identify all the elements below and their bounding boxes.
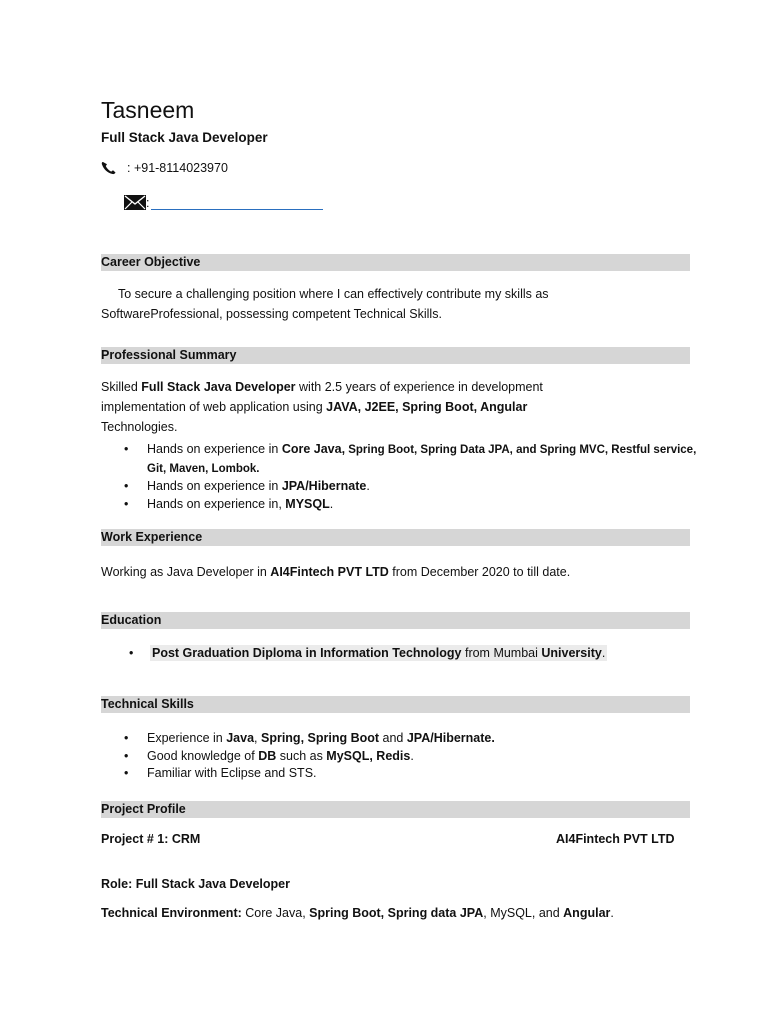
list-item: • Post Graduation Diploma in Information Technology from Mumbai University. — [106, 645, 607, 663]
education-list — [106, 645, 607, 663]
skills-list — [101, 730, 495, 783]
section-project-profile: Project Profile — [101, 801, 690, 818]
list-item: • Hands on experience in JPA/Hibernate. — [101, 478, 696, 496]
career-line-2: SoftwareProfessional, possessing competent Technical Skills. — [101, 307, 442, 321]
list-item: • Good knowledge of DB such as MySQL, Redis. — [101, 748, 495, 766]
list-item: • Familiar with Eclipse and STS. — [101, 765, 495, 783]
phone-icon — [101, 161, 117, 175]
work-text: Working as Java Developer in AI4Fintech PVT LTD from December 2020 to till date. — [101, 565, 571, 579]
project-title: Project # 1: CRM — [101, 832, 201, 846]
email-colon: : — [146, 196, 150, 210]
phone-number: : +91-8114023970 — [127, 161, 228, 175]
section-education: Education — [101, 612, 690, 629]
candidate-role: Full Stack Java Developer — [101, 130, 268, 145]
list-item: • Experience in Java, Spring, Spring Boot and JPA/Hibernate. — [101, 730, 495, 748]
project-role: Role: Full Stack Java Developer — [101, 877, 290, 891]
envelope-icon — [124, 195, 146, 210]
summary-line-1: Skilled Full Stack Java Developer with 2.5 years of experience in development — [101, 380, 543, 394]
candidate-name: Tasneem — [101, 97, 195, 123]
summary-text — [101, 377, 543, 437]
section-technical-skills: Technical Skills — [101, 696, 690, 713]
email-link[interactable] — [151, 193, 323, 210]
summary-bullets — [101, 441, 696, 513]
section-professional-summary: Professional Summary — [101, 347, 690, 364]
section-career-objective: Career Objective — [101, 254, 690, 271]
list-item: • Hands on experience in, MYSQL. — [101, 496, 696, 514]
summary-line-2: implementation of web application using JAVA, J2EE, Spring Boot, Angular — [101, 400, 528, 414]
section-work-experience: Work Experience — [101, 529, 690, 546]
phone-row — [101, 161, 228, 175]
project-environment: Technical Environment: Core Java, Spring Boot, Spring data JPA, MySQL, and Angular. — [101, 906, 614, 920]
email-row — [124, 193, 323, 210]
career-objective-text — [101, 284, 549, 324]
list-item: • Hands on experience in Core Java, Spring Boot, Spring Data JPA, and Spring MVC, Restful service, Git, Maven, Lombok. — [101, 441, 696, 478]
career-line-1: To secure a challenging position where I can effectively contribute my skills as — [118, 287, 549, 301]
project-company: AI4Fintech PVT LTD — [556, 832, 675, 846]
summary-line-3: Technologies. — [101, 420, 178, 434]
